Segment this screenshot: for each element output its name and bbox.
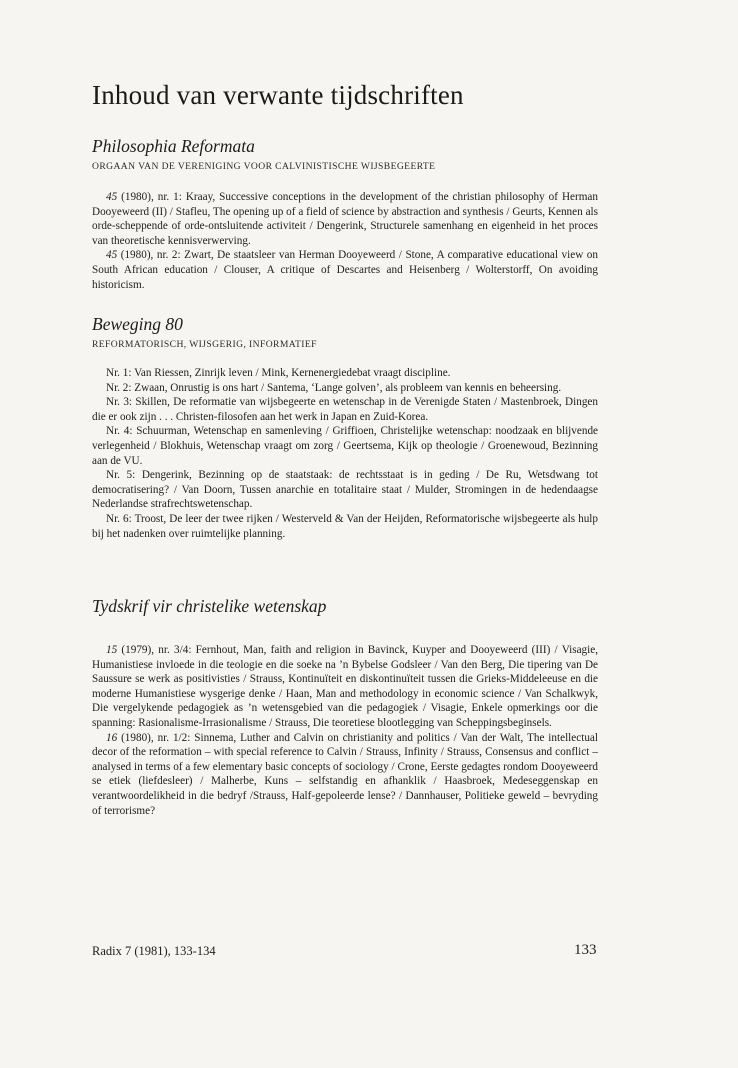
section-subtitle: REFORMATORISCH, WIJSGERIG, INFORMATIEF [92,339,317,350]
volume-number: 16 [106,731,118,744]
entry [92,643,598,731]
section-title: Philosophia Reformata [92,136,255,156]
entry: Nr. 2: Zwaan, Onrustig is ons hart / Santema, ‘Lange golven’, als probleem van kennis en beheersing. [106,381,562,394]
volume-number: 45 [106,191,118,203]
section-subtitle: ORGAAN VAN DE VERENIGING VOOR CALVINISTISCHE WIJSBEGEERTE [92,161,436,172]
entry: Nr. 4: Schuurman, Wetenschap en samenleving / Griffioen, Christelijke wetenschap: noodzaak en blijvende verlegenheid / Blokhuis, Wetenschap vraagt om zorg / Geertsema, Kijk op theologie / Groenewoud, Bezinning aan de VU. [92,425,598,467]
section-title: Tydskrif vir christelike wetenskap [92,596,327,616]
entry: Nr. 6: Troost, De leer der twee rijken / Westerveld & Van der Heijden, Reformatorische wijsbegeerte als hulp bij het nadenken over ruimtelijke planning. [92,512,598,540]
entry-list [92,643,598,818]
entry [92,190,598,248]
page-number: 133 [574,942,597,958]
section-beweging-80 [92,314,598,541]
section-tydskrif-vir-christelike-wetenskap [92,596,598,818]
entry [92,731,598,819]
entry-text: (1980), nr. 2: Zwart, De staatsleer van Herman Dooyeweerd / Stone, A comparative educational view on South African education / Clouser, A critique of Descartes and Heisenberg / Wolterstorff, On avoiding historicism. [92,249,598,291]
entry: Nr. 1: Van Riessen, Zinrijk leven / Mink, Kernenergiedebat vraagt discipline. [106,367,451,379]
volume-number: 45 [106,249,118,262]
entry-text: (1980), nr. 1: Kraay, Successive conceptions in the development of the christian philosophy of Herman Dooyeweerd (II) / Stafleu, The opening up of a field of science by abstraction and synthesis / Geurts, Kennen als orde-scheppende of orde-ontsluitende activiteit / Dengerink, Structurele samenhang en eigenheid in het proces van theoretische kennisverwerving. [92,191,598,247]
footer-citation: Radix 7 (1981), 133-134 [92,944,216,958]
section-title: Beweging 80 [92,314,183,334]
entry [92,248,598,292]
entry-text: (1979), nr. 3/4: Fernhout, Man, faith and religion in Bavinck, Kuyper and Dooyeweerd (III) / Visagie, Humanistiese invloede in die teologie en die soeke na ’n Bybelse Godsleer / Van den Berg, Die tipering van De Saussure se werk as positivisties / Strauss, Kontinuïteit en diskontinuïteit tussen die Grieks-Middeleeuse en die moderne Humanistiese wysgerige denke / Haan, Man and methodology in economic science / Van Schalkwyk, Die vergelykende pedagogiek as ’n wetensgebied van die pedagogiek / Visagie, Enkele opmerkings oor die spanning: Rasionalisme-Irrasionalisme / Strauss, Die teoretiese blootlegging van Scheppingsbeginsels. [92,644,598,729]
volume-number: 15 [106,644,118,656]
entry-text: (1980), nr. 1/2: Sinnema, Luther and Calvin on christianity and politics / Van der Walt, The intellectual decor of the reformation – with special reference to Calvin / Strauss, Infinity / Strauss, Consensus and conflict – analysed in terms of a few elementary basic concepts of sociology / Crone, Eerste gedagtes rondom Dooyeweerd se etiek (liefdesleer) / Malherbe, Kuns – selfstandig en afhanklik / Haasbroek, Medeseggenskap en verantwoordelikheid in die bedryf /Strauss, Half-gepoleerde lense? / Dannhauser, Politieke geweld – bevryding of terrorisme? [92,731,598,817]
section-philosophia-reformata [92,136,598,292]
entry-list [92,190,598,292]
entry: Nr. 5: Dengerink, Bezinning op de staatstaak: de rechtsstaat is in geding / De Ru, Wetsdwang tot democratisering? / Van Doorn, Tussen anarchie en totalitaire staat / Mulder, Stromingen in de hedendaagse Nederlandse strafrechtswetenschap. [92,469,598,511]
entry: Nr. 3: Skillen, De reformatie van wijsbegeerte en wetenschap in de Verenigde Staten / Mastenbroek, Dingen die er ook zijn . . . Christen-filosofen aan het werk in Japan en Zuid-Korea. [92,396,598,423]
page-title: Inhoud van verwante tijdschriften [92,80,464,110]
entry-list [92,366,598,541]
